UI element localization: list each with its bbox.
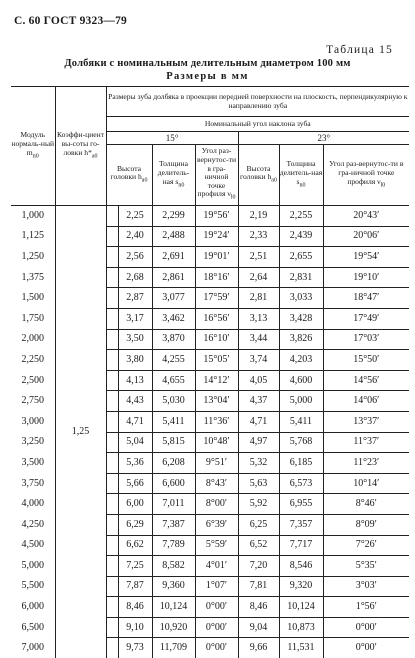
value-cell-s23: 5,411 [279, 411, 323, 432]
value-cell-s23: 4,600 [279, 370, 323, 391]
module-cell: 2,250 [11, 350, 55, 371]
height-15-header: Высота головки $h_{a0}$ [106, 145, 152, 206]
spacer-cell [106, 308, 118, 329]
value-cell-v15: 8°43′ [195, 473, 238, 494]
value-cell-s15: 10,124 [152, 597, 195, 618]
value-cell-v23: 19°54′ [323, 247, 409, 268]
value-cell-v15: 13°04′ [195, 391, 238, 412]
value-cell-s23: 9,320 [279, 576, 323, 597]
value-cell-v15: 16°56′ [195, 308, 238, 329]
value-cell-h15: 3,50 [118, 329, 152, 350]
value-cell-s15: 7,789 [152, 535, 195, 556]
value-cell-v23: 10°14′ [323, 473, 409, 494]
value-cell-v15: 15°05′ [195, 350, 238, 371]
value-cell-h23: 2,51 [238, 247, 279, 268]
module-cell: 6,500 [11, 617, 55, 638]
spacer-cell [106, 514, 118, 535]
value-cell-s15: 7,387 [152, 514, 195, 535]
module-cell: 5,000 [11, 556, 55, 577]
value-cell-h23: 2,81 [238, 288, 279, 309]
value-cell-h15: 6,29 [118, 514, 152, 535]
value-cell-h15: 5,04 [118, 432, 152, 453]
module-cell: 4,250 [11, 514, 55, 535]
value-cell-v23: 0°00′ [323, 617, 409, 638]
value-cell-s23: 8,546 [279, 556, 323, 577]
value-cell-v23: 19°10′ [323, 267, 409, 288]
value-cell-h23: 6,25 [238, 514, 279, 535]
value-cell-s23: 6,573 [279, 473, 323, 494]
module-cell: 3,250 [11, 432, 55, 453]
value-cell-v23: 7°26′ [323, 535, 409, 556]
value-cell-h15: 2,25 [118, 206, 152, 227]
module-cell: 5,500 [11, 576, 55, 597]
module-cell: 2,750 [11, 391, 55, 412]
value-cell-v15: 4°01′ [195, 556, 238, 577]
value-cell-s15: 9,360 [152, 576, 195, 597]
value-cell-h23: 9,04 [238, 617, 279, 638]
value-cell-s15: 4,255 [152, 350, 195, 371]
value-cell-v15: 10°48′ [195, 432, 238, 453]
value-cell-s23: 5,768 [279, 432, 323, 453]
value-cell-v23: 14°06′ [323, 391, 409, 412]
value-cell-s15: 2,691 [152, 247, 195, 268]
value-cell-v23: 20°06′ [323, 226, 409, 247]
value-cell-v15: 9°51′ [195, 453, 238, 474]
value-cell-s15: 5,815 [152, 432, 195, 453]
angle-15-column-header: Угол раз-вернутос-ти в гра-ничной точке профиля $\nu_{l0}$ [195, 145, 238, 206]
value-cell-s15: 4,655 [152, 370, 195, 391]
value-cell-h23: 8,46 [238, 597, 279, 618]
spacer-cell [106, 535, 118, 556]
value-cell-h15: 2,87 [118, 288, 152, 309]
value-cell-h15: 3,17 [118, 308, 152, 329]
spacer-cell [106, 597, 118, 618]
value-cell-v15: 1°07′ [195, 576, 238, 597]
angle-23-column-header: Угол раз-вернутос-ти в гра-ничной точке профиля $\nu_{l0}$ [323, 145, 409, 206]
value-cell-s15: 6,600 [152, 473, 195, 494]
value-cell-h23: 7,81 [238, 576, 279, 597]
value-cell-v15: 18°16′ [195, 267, 238, 288]
module-cell: 7,000 [11, 638, 55, 658]
spacer-cell [106, 350, 118, 371]
module-cell: 1,375 [11, 267, 55, 288]
spacer-cell [106, 206, 118, 227]
module-cell: 4,500 [11, 535, 55, 556]
value-cell-v23: 18°47′ [323, 288, 409, 309]
value-cell-h23: 4,97 [238, 432, 279, 453]
value-cell-s23: 2,255 [279, 206, 323, 227]
value-cell-s23: 11,531 [279, 638, 323, 658]
value-cell-v23: 0°00′ [323, 638, 409, 658]
module-cell: 2,500 [11, 370, 55, 391]
value-cell-s15: 7,011 [152, 494, 195, 515]
module-cell: 1,000 [11, 206, 55, 227]
spacer-cell [106, 267, 118, 288]
value-cell-s15: 3,462 [152, 308, 195, 329]
spacer-cell [106, 453, 118, 474]
value-cell-s15: 11,709 [152, 638, 195, 658]
value-cell-s15: 2,488 [152, 226, 195, 247]
spacer-cell [106, 288, 118, 309]
table-subtitle: Размеры в мм [0, 71, 415, 82]
value-cell-s23: 3,033 [279, 288, 323, 309]
value-cell-s23: 6,955 [279, 494, 323, 515]
table-number: Таблица 15 [326, 44, 393, 56]
value-cell-v15: 0°00′ [195, 597, 238, 618]
value-cell-s23: 10,873 [279, 617, 323, 638]
value-cell-h23: 3,13 [238, 308, 279, 329]
value-cell-h15: 6,00 [118, 494, 152, 515]
value-cell-h15: 7,25 [118, 556, 152, 577]
value-cell-h23: 4,37 [238, 391, 279, 412]
table-row [11, 206, 409, 227]
value-cell-v23: 20°43′ [323, 206, 409, 227]
value-cell-h15: 5,36 [118, 453, 152, 474]
value-cell-h15: 2,40 [118, 226, 152, 247]
module-header: Модуль нормаль-ный $m_{n0}$ [11, 87, 55, 206]
coefficient-header: Коэффи-циент вы-соты го-ловки $h*_{a0}$ [55, 87, 106, 206]
spacer-cell [106, 617, 118, 638]
value-cell-h15: 3,80 [118, 350, 152, 371]
value-cell-v23: 17°03′ [323, 329, 409, 350]
value-cell-h23: 4,05 [238, 370, 279, 391]
spacer-cell [106, 576, 118, 597]
thickness-23-header: Толщина делитель-ная $s_{n0}$ [279, 145, 323, 206]
spacer-cell [106, 556, 118, 577]
value-cell-h15: 9,73 [118, 638, 152, 658]
value-cell-s15: 2,861 [152, 267, 195, 288]
value-cell-s15: 10,920 [152, 617, 195, 638]
spacer-cell [106, 391, 118, 412]
value-cell-v15: 19°56′ [195, 206, 238, 227]
table-title: Долбяки с номинальным делительным диаметром 100 мм [0, 58, 415, 69]
spacer-cell [106, 226, 118, 247]
value-cell-s15: 2,299 [152, 206, 195, 227]
value-cell-h23: 9,66 [238, 638, 279, 658]
value-cell-h23: 2,19 [238, 206, 279, 227]
spacer-cell [106, 247, 118, 268]
value-cell-s23: 7,717 [279, 535, 323, 556]
value-cell-v15: 19°01′ [195, 247, 238, 268]
value-cell-v23: 17°49′ [323, 308, 409, 329]
value-cell-v23: 14°56′ [323, 370, 409, 391]
value-cell-v23: 8°46′ [323, 494, 409, 515]
angle-15-header: 15° [106, 132, 238, 145]
value-cell-h15: 2,68 [118, 267, 152, 288]
value-cell-h23: 4,71 [238, 411, 279, 432]
value-cell-h15: 2,56 [118, 247, 152, 268]
spacer-cell [106, 638, 118, 658]
module-table [11, 86, 409, 658]
coefficient-cell: 1,25 [55, 206, 106, 658]
angle-header: Номинальный угол наклона зуба [106, 117, 409, 132]
value-cell-v15: 16°10′ [195, 329, 238, 350]
value-cell-h15: 6,62 [118, 535, 152, 556]
module-cell: 3,500 [11, 453, 55, 474]
value-cell-v23: 3°03′ [323, 576, 409, 597]
value-cell-s15: 6,208 [152, 453, 195, 474]
height-23-header: Высота головки $h_{a0}$ [238, 145, 279, 206]
table-body [11, 206, 409, 658]
value-cell-s23: 2,655 [279, 247, 323, 268]
value-cell-s23: 2,831 [279, 267, 323, 288]
value-cell-h23: 2,33 [238, 226, 279, 247]
value-cell-s23: 7,357 [279, 514, 323, 535]
spacer-cell [106, 329, 118, 350]
value-cell-h15: 4,71 [118, 411, 152, 432]
module-cell: 4,000 [11, 494, 55, 515]
value-cell-v15: 11°36′ [195, 411, 238, 432]
value-cell-s23: 10,124 [279, 597, 323, 618]
value-cell-v15: 5°59′ [195, 535, 238, 556]
value-cell-s15: 5,411 [152, 411, 195, 432]
module-cell: 1,250 [11, 247, 55, 268]
value-cell-s15: 8,582 [152, 556, 195, 577]
value-cell-s23: 4,203 [279, 350, 323, 371]
value-cell-s23: 3,826 [279, 329, 323, 350]
value-cell-s23: 6,185 [279, 453, 323, 474]
value-cell-h23: 5,92 [238, 494, 279, 515]
value-cell-h23: 6,52 [238, 535, 279, 556]
value-cell-s15: 3,077 [152, 288, 195, 309]
value-cell-v15: 17°59′ [195, 288, 238, 309]
value-cell-h23: 2,64 [238, 267, 279, 288]
value-cell-h15: 5,66 [118, 473, 152, 494]
module-cell: 3,000 [11, 411, 55, 432]
spacer-cell [106, 432, 118, 453]
value-cell-h15: 4,13 [118, 370, 152, 391]
module-cell: 6,000 [11, 597, 55, 618]
module-cell: 3,750 [11, 473, 55, 494]
value-cell-h23: 5,32 [238, 453, 279, 474]
thickness-15-header: Толщина делитель-ная $s_{n0}$ [152, 145, 195, 206]
value-cell-v15: 0°00′ [195, 638, 238, 658]
value-cell-h23: 5,63 [238, 473, 279, 494]
value-cell-v23: 15°50′ [323, 350, 409, 371]
module-cell: 1,750 [11, 308, 55, 329]
value-cell-h15: 7,87 [118, 576, 152, 597]
group-header: Размеры зуба долбяка в проекции передней поверхности на плоскость, перпендикулярную к направлению зуба [106, 87, 409, 117]
value-cell-v15: 19°24′ [195, 226, 238, 247]
value-cell-h15: 4,43 [118, 391, 152, 412]
page-header: С. 60 ГОСТ 9323—79 [14, 15, 127, 27]
value-cell-v23: 8°09′ [323, 514, 409, 535]
value-cell-s15: 3,870 [152, 329, 195, 350]
value-cell-s23: 3,428 [279, 308, 323, 329]
angle-23-header: 23° [238, 132, 409, 145]
value-cell-s15: 5,030 [152, 391, 195, 412]
module-cell: 1,125 [11, 226, 55, 247]
spacer-cell [106, 411, 118, 432]
value-cell-v23: 1°56′ [323, 597, 409, 618]
value-cell-v15: 14°12′ [195, 370, 238, 391]
value-cell-h23: 3,44 [238, 329, 279, 350]
value-cell-h23: 3,74 [238, 350, 279, 371]
value-cell-v23: 11°37′ [323, 432, 409, 453]
value-cell-h23: 7,20 [238, 556, 279, 577]
value-cell-s23: 5,000 [279, 391, 323, 412]
spacer-cell [106, 370, 118, 391]
value-cell-s23: 2,439 [279, 226, 323, 247]
value-cell-v23: 13°37′ [323, 411, 409, 432]
value-cell-v15: 0°00′ [195, 617, 238, 638]
value-cell-v15: 8°00′ [195, 494, 238, 515]
module-cell: 1,500 [11, 288, 55, 309]
value-cell-h15: 8,46 [118, 597, 152, 618]
spacer-cell [106, 473, 118, 494]
spacer-cell [106, 494, 118, 515]
module-cell: 2,000 [11, 329, 55, 350]
value-cell-v23: 11°23′ [323, 453, 409, 474]
value-cell-v23: 5°35′ [323, 556, 409, 577]
value-cell-v15: 6°39′ [195, 514, 238, 535]
value-cell-h15: 9,10 [118, 617, 152, 638]
